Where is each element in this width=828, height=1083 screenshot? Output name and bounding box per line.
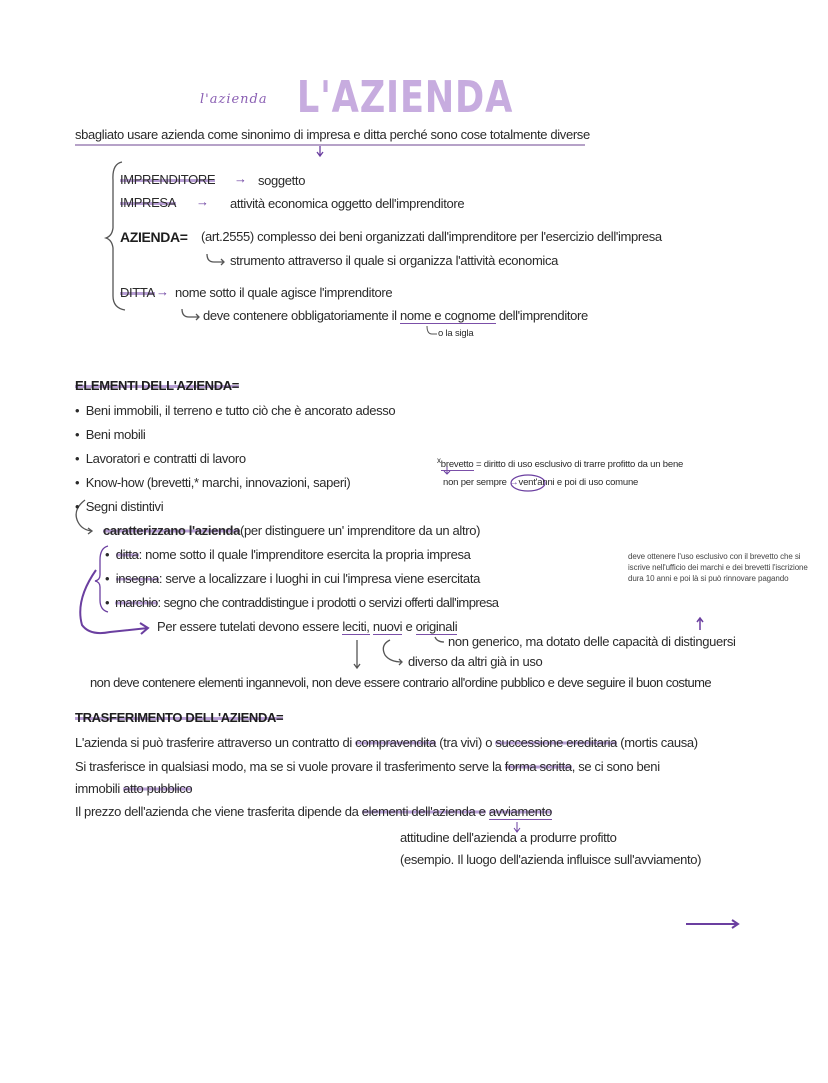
marchio-note-2: iscrive nell'ufficio dei marchi e dei brevetti l'iscrizione [628,563,808,572]
trasferimento-heading: TRASFERIMENTO DELL'AZIENDA= [75,710,284,725]
def-imprenditore: soggetto [258,173,306,188]
sub-suffix: dell'imprenditore [498,308,588,323]
marchio-note [628,551,820,584]
brevetto-duration: non per sempre →vent'anni e poi di uso comune [443,477,639,488]
arrow-right-icon: → [196,194,209,209]
circled-vent-anni: vent'anni [518,477,555,488]
marchio-note-3: dura 10 anni e poi là si può rinnovare pagando [628,574,789,583]
term-impresa: IMPRESA [120,195,177,210]
brevetto-term: brevetto [440,459,474,471]
marchio-note-1: deve ottenere l'uso esclusivo con il brevetto che si [628,552,801,561]
leciti: leciti, [342,619,370,634]
trasferimento-line-2: Si trasferisce in qualsiasi modo, ma se si vuole provare il trasferimento serve la forma scritta, se ci sono beni [75,759,660,774]
list-item: • Know-how (brevetti,* marchi, innovazioni, saperi) [75,475,351,490]
segno-ditta: • ditta: nome sotto il quale l'imprenditore esercita la propria impresa [105,547,471,562]
trasferimento-line-4: Il prezzo dell'azienda che viene trasferita dipende da elementi dell'azienda e avviamento [75,804,552,819]
nome-cognome: nome e cognome [400,308,496,323]
avviamento-def: attitudine dell'azienda a produrre profitto [400,830,617,845]
sub-prefix: deve contenere obbligatoriamente il [203,308,397,323]
brevetto-def: = diritto di uso esclusivo di trarre profitto da un bene [475,459,684,471]
leciti-note: non deve contenere elementi ingannevoli, non deve essere contrario all'ordine pubblico e deve seguire il buon costume [90,675,712,690]
hook-arrow-icon [207,254,224,265]
originali-hook-icon [435,637,444,642]
leciti-arrow-icon [354,640,360,668]
def-azienda: (art.2555) complesso dei beni organizzati dall'imprenditore per l'esercizio dell'impresa [201,229,662,244]
def-ditta: nome sotto il quale agisce l'imprenditore [175,285,393,300]
brevetto-note: $^x$brevetto = diritto di uso esclusivo di trarre profitto da un bene [437,456,684,471]
arrow-right-icon: → [156,284,169,299]
arrow-right-icon: → [234,171,247,186]
nuovi: nuovi [372,619,403,634]
caratterizzano-bold: caratterizzano l'azienda [103,523,241,538]
elementi-heading: ELEMENTI DELL'AZIENDA= [75,378,240,393]
intro-text: sbagliato usare azienda come sinonimo di impresa e ditta perché sono cose totalmente diverse [75,127,590,142]
caratterizzano-line [103,523,480,539]
arrow-up-icon [697,618,703,630]
caratterizzano-text: (per distinguere un' imprenditore da un altro) [240,523,481,538]
originali: originali [415,619,458,634]
sigla-note: o la sigla [438,328,474,339]
def-ditta-sub [203,308,588,324]
def-azienda-sub: strumento attraverso il quale si organizza l'attività economica [230,253,558,268]
term-ditta: DITTA [120,285,155,300]
term-azienda: AZIENDA= [120,229,188,245]
trasferimento-line-3: immobili atto pubblico [75,781,193,796]
nuovi-hook-icon [383,640,402,665]
avviamento-example: (esempio. Il luogo dell'azienda influisce sull'avviamento) [400,852,702,867]
tutela-line: Per essere tutelati devono essere leciti, nuovi e originali [157,619,458,634]
page-title: L'AZIENDA [296,72,514,123]
segno-marchio: • marchio: segno che contraddistingue i prodotti o servizi offerti dall'impresa [105,595,499,610]
list-item: • Lavoratori e contratti di lavoro [75,451,246,466]
hook-arrow-icon [182,309,199,320]
nuovi-note: diverso da altri già in uso [408,654,543,669]
term-imprenditore: IMPRENDITORE [120,172,216,187]
list-item: • Beni immobili, il terreno e tutto ciò che è ancorato adesso [75,403,396,418]
list-item: • Beni mobili [75,427,146,442]
def-impresa: attività economica oggetto dell'imprenditore [230,196,465,211]
list-item: • Segni distintivi [75,499,164,514]
hook-arrow-icon [427,326,437,334]
trasferimento-line-1: L'azienda si può trasferire attraverso un contratto di compravendita (tra vivi) o successione ereditaria (mortis causa) [75,735,698,750]
segno-insegna: • insegna: serve a localizzare i luoghi in cui l'impresa viene esercitata [105,571,480,586]
title-script: l'azienda [200,92,268,107]
arrow-down-icon [317,146,323,156]
next-page-arrow-icon [686,920,738,928]
originali-note: non generico, ma dotato delle capacità di distinguersi [448,634,736,649]
